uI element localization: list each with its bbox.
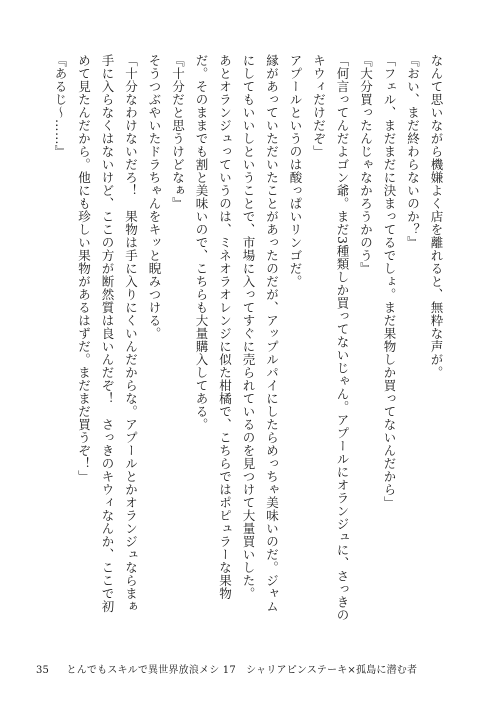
text-line: 『おい、まだ終わらないのか？』 (405, 54, 421, 249)
text-line: なんて思いながら機嫌よく店を離れると、無粋な声が。 (429, 54, 444, 379)
running-title: とんでもスキルで異世界放浪メシ 17 シャリアピンステーキ×孤島に潜む者 (66, 665, 418, 676)
vertical-body-text (49, 54, 449, 624)
text-line: 『大分買ったんじゃなかろうかのう』 (358, 54, 374, 275)
text-line: あとオランジュっていうのは、ミネオラオレンジに似た柑橘で、こちらではポピュラーな果物だ。そのままでも割と美味いので、こちらも大量購入してある。 (194, 54, 233, 600)
text-line: 『あるじ〜……』 (53, 54, 68, 158)
text-line: そうつぶやいたドラちゃんをキッと睨みつける。 (147, 54, 162, 340)
page-number: 35 (36, 665, 50, 676)
text-line: 「十分なわけないだろ！ 果物は手に入りにくいんだからな。アプールとかオランジュならまぁ手に入らなくはないけど、ここの方が断然質は良いんだぞ！ さっきのキウィなんか、ここで初めて見たんだから。他にも珍しい果物があるはずだ。まだまだ買うぞ！」 (76, 54, 139, 613)
text-line: 『十分だと思うけどなぁ』 (170, 54, 186, 210)
text-line: 「フェル、まだまだに決まってるでしょ。まだ果物しか買ってないんだから」 (382, 54, 397, 509)
text-line: 縁があっていただいたことがあったのだが、アップルパイにしたらめっちゃ美味いのだ。ジャムにしてもいいしということで、市場に入ってすぐに売られているのを見つけて大量買いした。 (241, 54, 280, 613)
page-footer (36, 664, 417, 678)
text-line: アプールというのは酸っぱいリンゴだ。 (288, 54, 303, 288)
text-line: 「何言ってんだよゴン爺。まだ3種類しか買ってないじゃん。アプールにオランジュに、さっきのキウィだけだぞ」 (311, 54, 350, 622)
